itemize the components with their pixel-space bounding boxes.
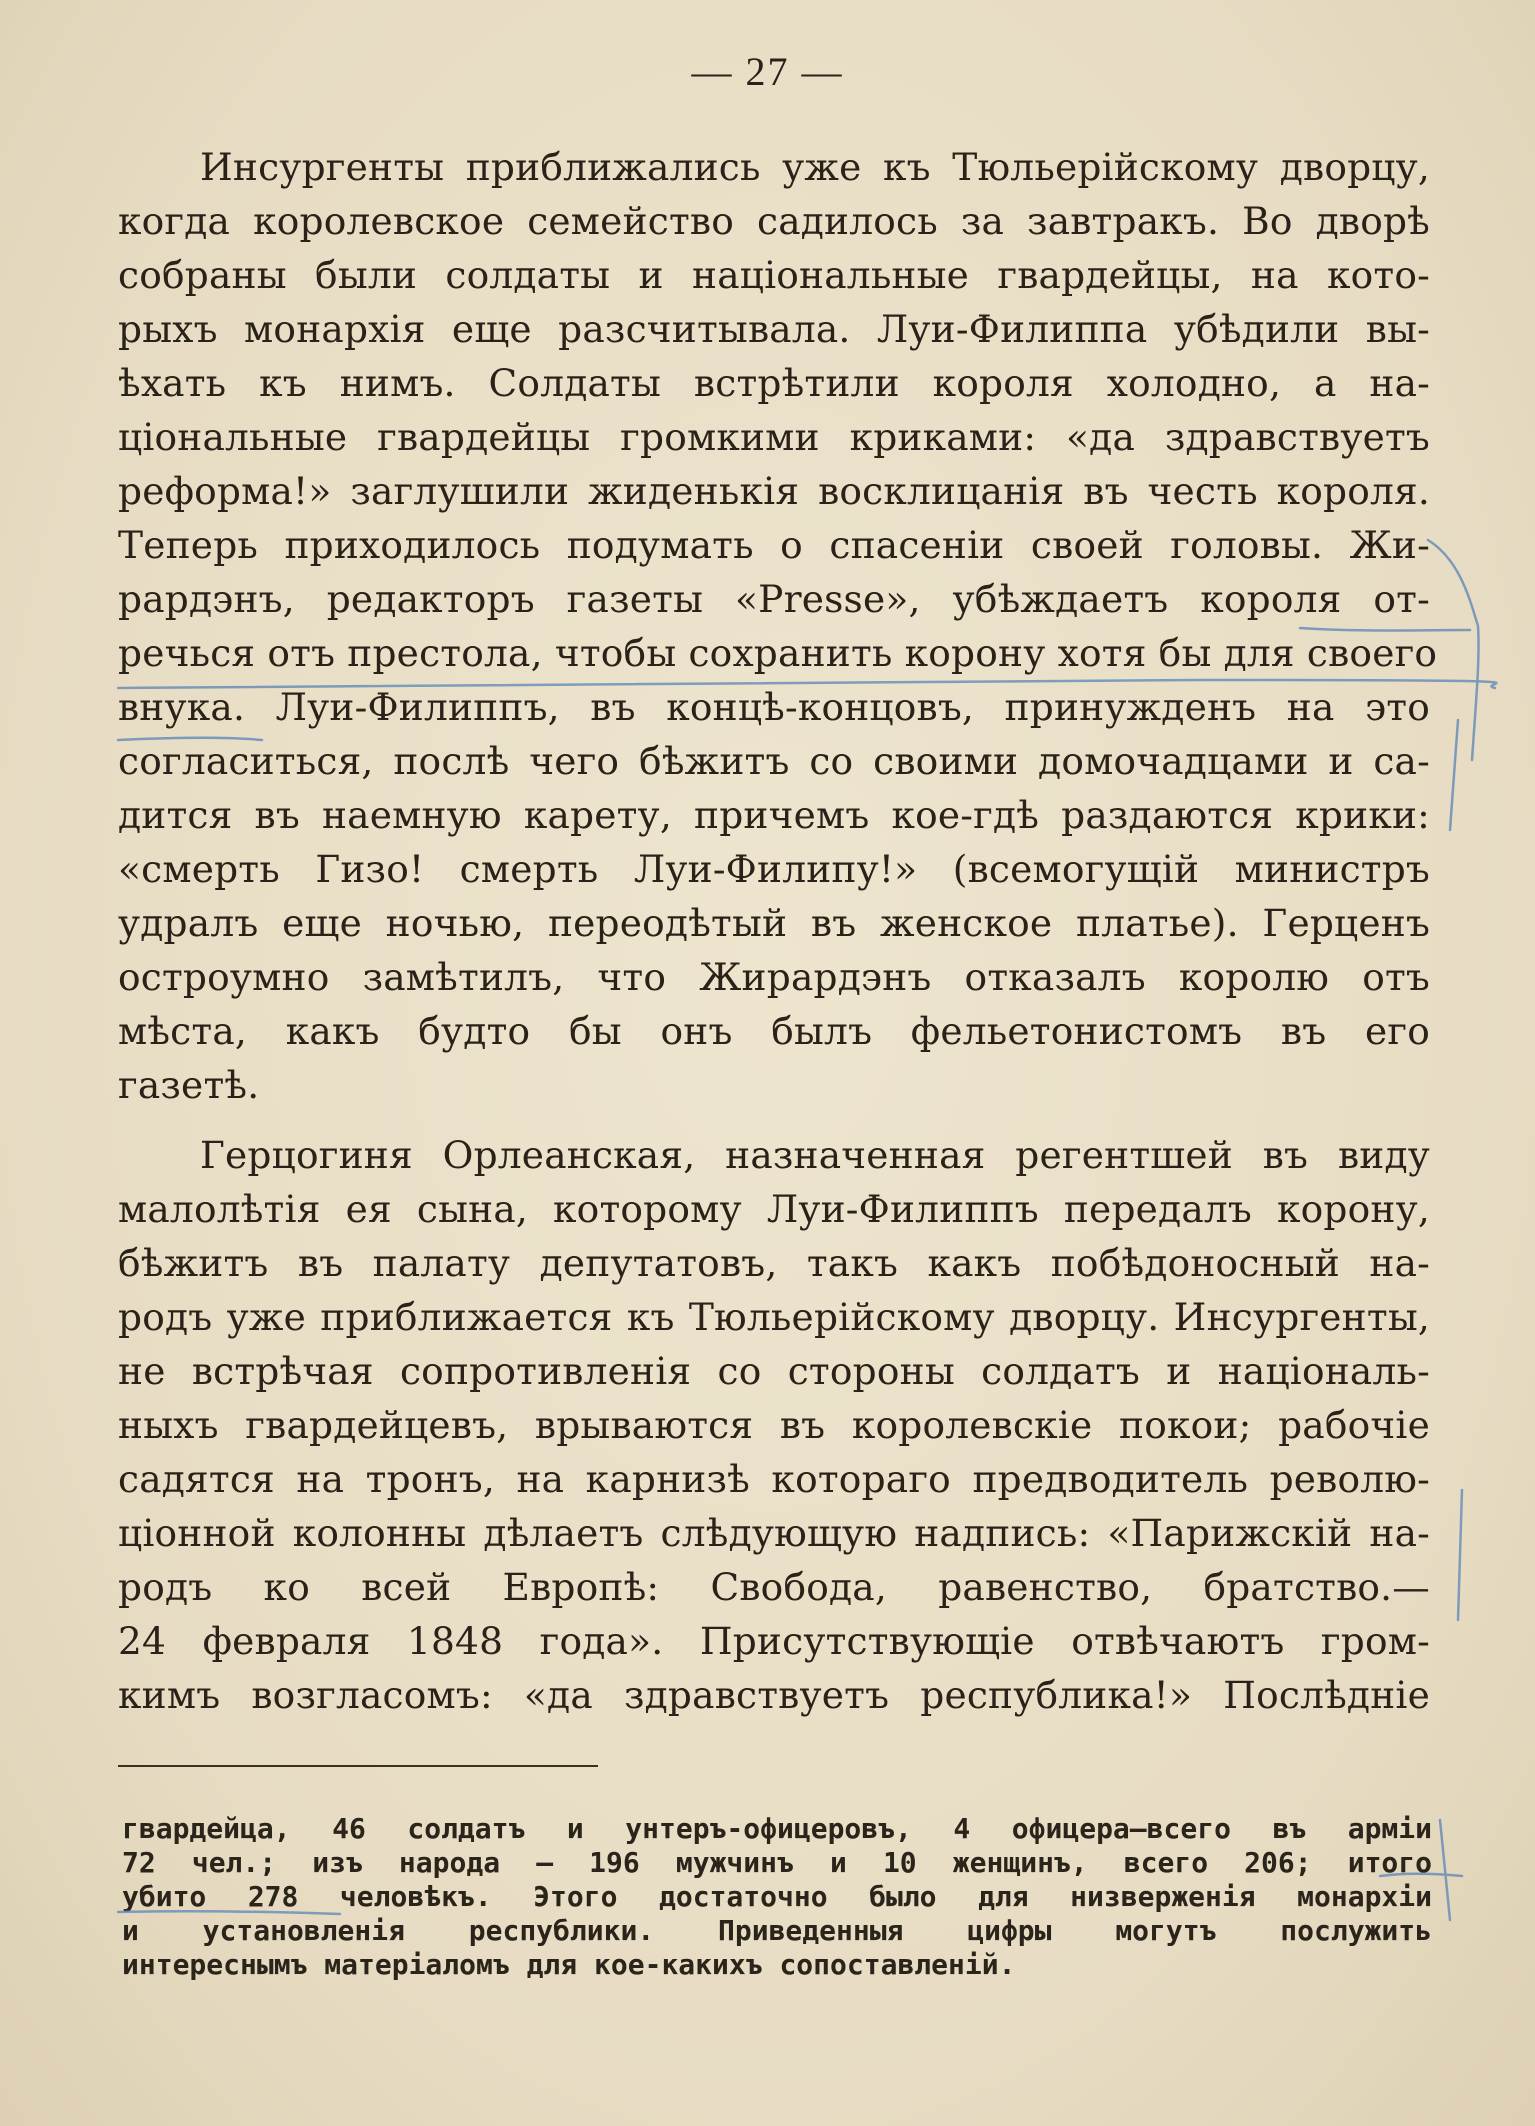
text-line: реформа!» заглушили жиденькія восклицанія въ честь короля. bbox=[118, 469, 1430, 513]
pencil-margin-bracket bbox=[1428, 540, 1479, 760]
text-line: малолѣтія ея сына, которому Луи-Филиппъ передалъ корону, bbox=[118, 1187, 1430, 1231]
text-line: газетѣ. bbox=[118, 1063, 260, 1107]
footnote-line: интереснымъ матеріаломъ для кое-какихъ сопоставленій. bbox=[122, 1948, 1016, 1981]
text-line: речься отъ престола, чтобы сохранить корону хотя бы для своего bbox=[118, 631, 1438, 675]
text-line: «смерть Гизо! смерть Луи-Филипу!» (всемогущій министръ bbox=[118, 847, 1430, 891]
text-line: ѣхать къ нимъ. Солдаты встрѣтили короля холодно, а на- bbox=[118, 361, 1430, 405]
text-line: родъ уже приближается къ Тюльерійскому дворцу. Инсургенты, bbox=[118, 1295, 1430, 1339]
text-line: родъ ко всей Европѣ: Свобода, равенство, братство.— bbox=[118, 1565, 1430, 1609]
text-line: мѣста, какъ будто бы онъ былъ фельетонистомъ въ его bbox=[118, 1009, 1430, 1053]
text-line: Инсургенты приближались уже къ Тюльерійскому дворцу, bbox=[200, 145, 1430, 189]
pencil-underline bbox=[118, 738, 262, 740]
text-line: собраны были солдаты и національные гвардейцы, на кото- bbox=[118, 253, 1430, 297]
text-line: дится въ наемную карету, причемъ кое-гдѣ раздаются крики: bbox=[118, 793, 1430, 837]
pencil-underline bbox=[1300, 628, 1470, 631]
text-line: бѣжитъ въ палату депутатовъ, такъ какъ побѣдоносный на- bbox=[118, 1241, 1430, 1285]
text-line: рыхъ монархія еще разсчитывала. Луи-Филиппа убѣдили вы- bbox=[118, 307, 1430, 351]
text-line: не встрѣчая сопротивленія со стороны солдатъ и національ- bbox=[118, 1349, 1430, 1393]
text-line: когда королевское семейство садилось за завтракъ. Во дворѣ bbox=[118, 199, 1430, 243]
footnote-line: гвардейца, 46 солдатъ и унтеръ-офицеровъ, 4 офицера—всего въ арміи bbox=[122, 1812, 1432, 1845]
text-line: ныхъ гвардейцевъ, врываются въ королевскіе покои; рабочіе bbox=[118, 1403, 1430, 1447]
text-line: Теперь приходилось подумать о спасеніи своей головы. Жи- bbox=[118, 523, 1430, 567]
pencil-underline bbox=[118, 1911, 340, 1914]
footnote-line: убито 278 человѣкъ. Этого достаточно было для низверженія монархіи bbox=[122, 1880, 1432, 1913]
text-line: 24 февраля 1848 года». Присутствующіе отвѣчаютъ гром- bbox=[118, 1619, 1430, 1663]
text-line: Герцогиня Орлеанская, назначенная регентшей въ виду bbox=[200, 1133, 1430, 1177]
text-line: удралъ еще ночью, переодѣтый въ женское платье). Герценъ bbox=[118, 901, 1430, 945]
footnote-line: 72 чел.; изъ народа — 196 мужчинъ и 10 женщинъ, всего 206; итого bbox=[122, 1846, 1432, 1879]
pencil-underline bbox=[118, 680, 1496, 688]
pencil-margin-line bbox=[1458, 1490, 1462, 1620]
text-line: ціонной колонны дѣлаетъ слѣдующую надпись: «Парижскій на- bbox=[118, 1511, 1430, 1555]
text-line: рардэнъ, редакторъ газеты «Presse», убѣждаетъ короля от- bbox=[118, 577, 1430, 621]
pencil-underline bbox=[1380, 1874, 1462, 1876]
text-line: внука. Луи-Филиппъ, въ концѣ-концовъ, принужденъ на это bbox=[118, 685, 1430, 729]
text-line: садятся на тронъ, на карнизѣ котораго предводитель револю- bbox=[118, 1457, 1430, 1501]
pencil-margin-line bbox=[1440, 1820, 1450, 1920]
text-line: ціональные гвардейцы громкими криками: «да здравствуетъ bbox=[118, 415, 1430, 459]
text-line: остроумно замѣтилъ, что Жирардэнъ отказалъ королю отъ bbox=[118, 955, 1430, 999]
footnote-line: и установленія республики. Приведенныя цифры могутъ послужить bbox=[122, 1914, 1432, 1947]
pencil-margin-line bbox=[1450, 720, 1458, 830]
page-number: — 27 — bbox=[691, 49, 844, 94]
text-line: согласиться, послѣ чего бѣжитъ со своими домочадцами и са- bbox=[118, 739, 1430, 783]
text-line: кимъ возгласомъ: «да здравствуетъ республика!» Послѣдніе bbox=[118, 1673, 1430, 1717]
